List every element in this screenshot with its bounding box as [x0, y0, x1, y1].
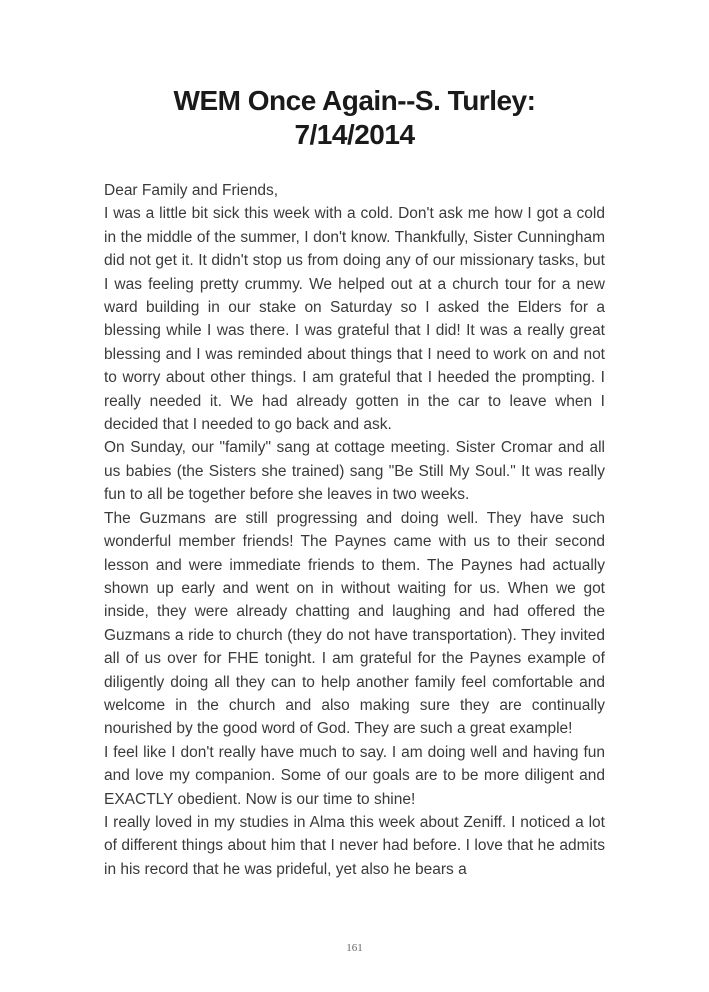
body-text	[104, 179, 605, 881]
paragraph-zeniff: I really loved in my studies in Alma this week about Zeniff. I noticed a lot of different things about him that I never had before. I love that he admits in his record that he was prideful, yet also he bears a	[104, 813, 605, 878]
page-number: 161	[346, 942, 363, 954]
paragraph-goals: I feel like I don't really have much to say. I am doing well and having fun and love my companion. Some of our goals are to be more diligent and EXACTLY obedient. Now is our time to shine!	[104, 743, 605, 808]
paragraph-guzmans: The Guzmans are still progressing and doing well. They have such wonderful member friends! The Paynes came with us to their second lesson and were immediate friends to them. The Paynes had actually shown up early and went on in without waiting for us. When we got inside, they were already chatting and laughing and had offered the Guzmans a ride to church (they do not have transportation). They invited all of us over for FHE tonight. I am grateful for the Paynes example of diligently doing all they can to help another family feel comfortable and welcome in the church and also making sure they are continually nourished by the good word of God. They are such a great example!	[104, 509, 605, 738]
paragraph-sick-week: I was a little bit sick this week with a cold. Don't ask me how I got a cold in the middle of the summer, I don't know. Thankfully, Sister Cunningham did not get it. It didn't stop us from doing any of our missionary tasks, but I was feeling pretty crummy. We helped out at a church tour for a new ward building in our stake on Saturday so I asked the Elders for a blessing while I was there. I was grateful that I did! It was a really great blessing and I was reminded about things that I need to work on and not to worry about other things. I am grateful that I heeded the prompting. I really needed it. We had already gotten in the car to leave when I decided that I needed to go back and ask.	[104, 205, 605, 434]
page-title	[104, 84, 605, 152]
paragraph-cottage-meeting: On Sunday, our "family" sang at cottage meeting. Sister Cromar and all us babies (the Sisters she trained) sang "Be Still My Soul." It was really fun to all be together before she leaves in two weeks.	[104, 439, 605, 504]
title-line-1: WEM Once Again--S. Turley:	[173, 85, 536, 116]
title-line-2: 7/14/2014	[294, 119, 415, 150]
paragraph-greeting: Dear Family and Friends,	[104, 182, 279, 199]
